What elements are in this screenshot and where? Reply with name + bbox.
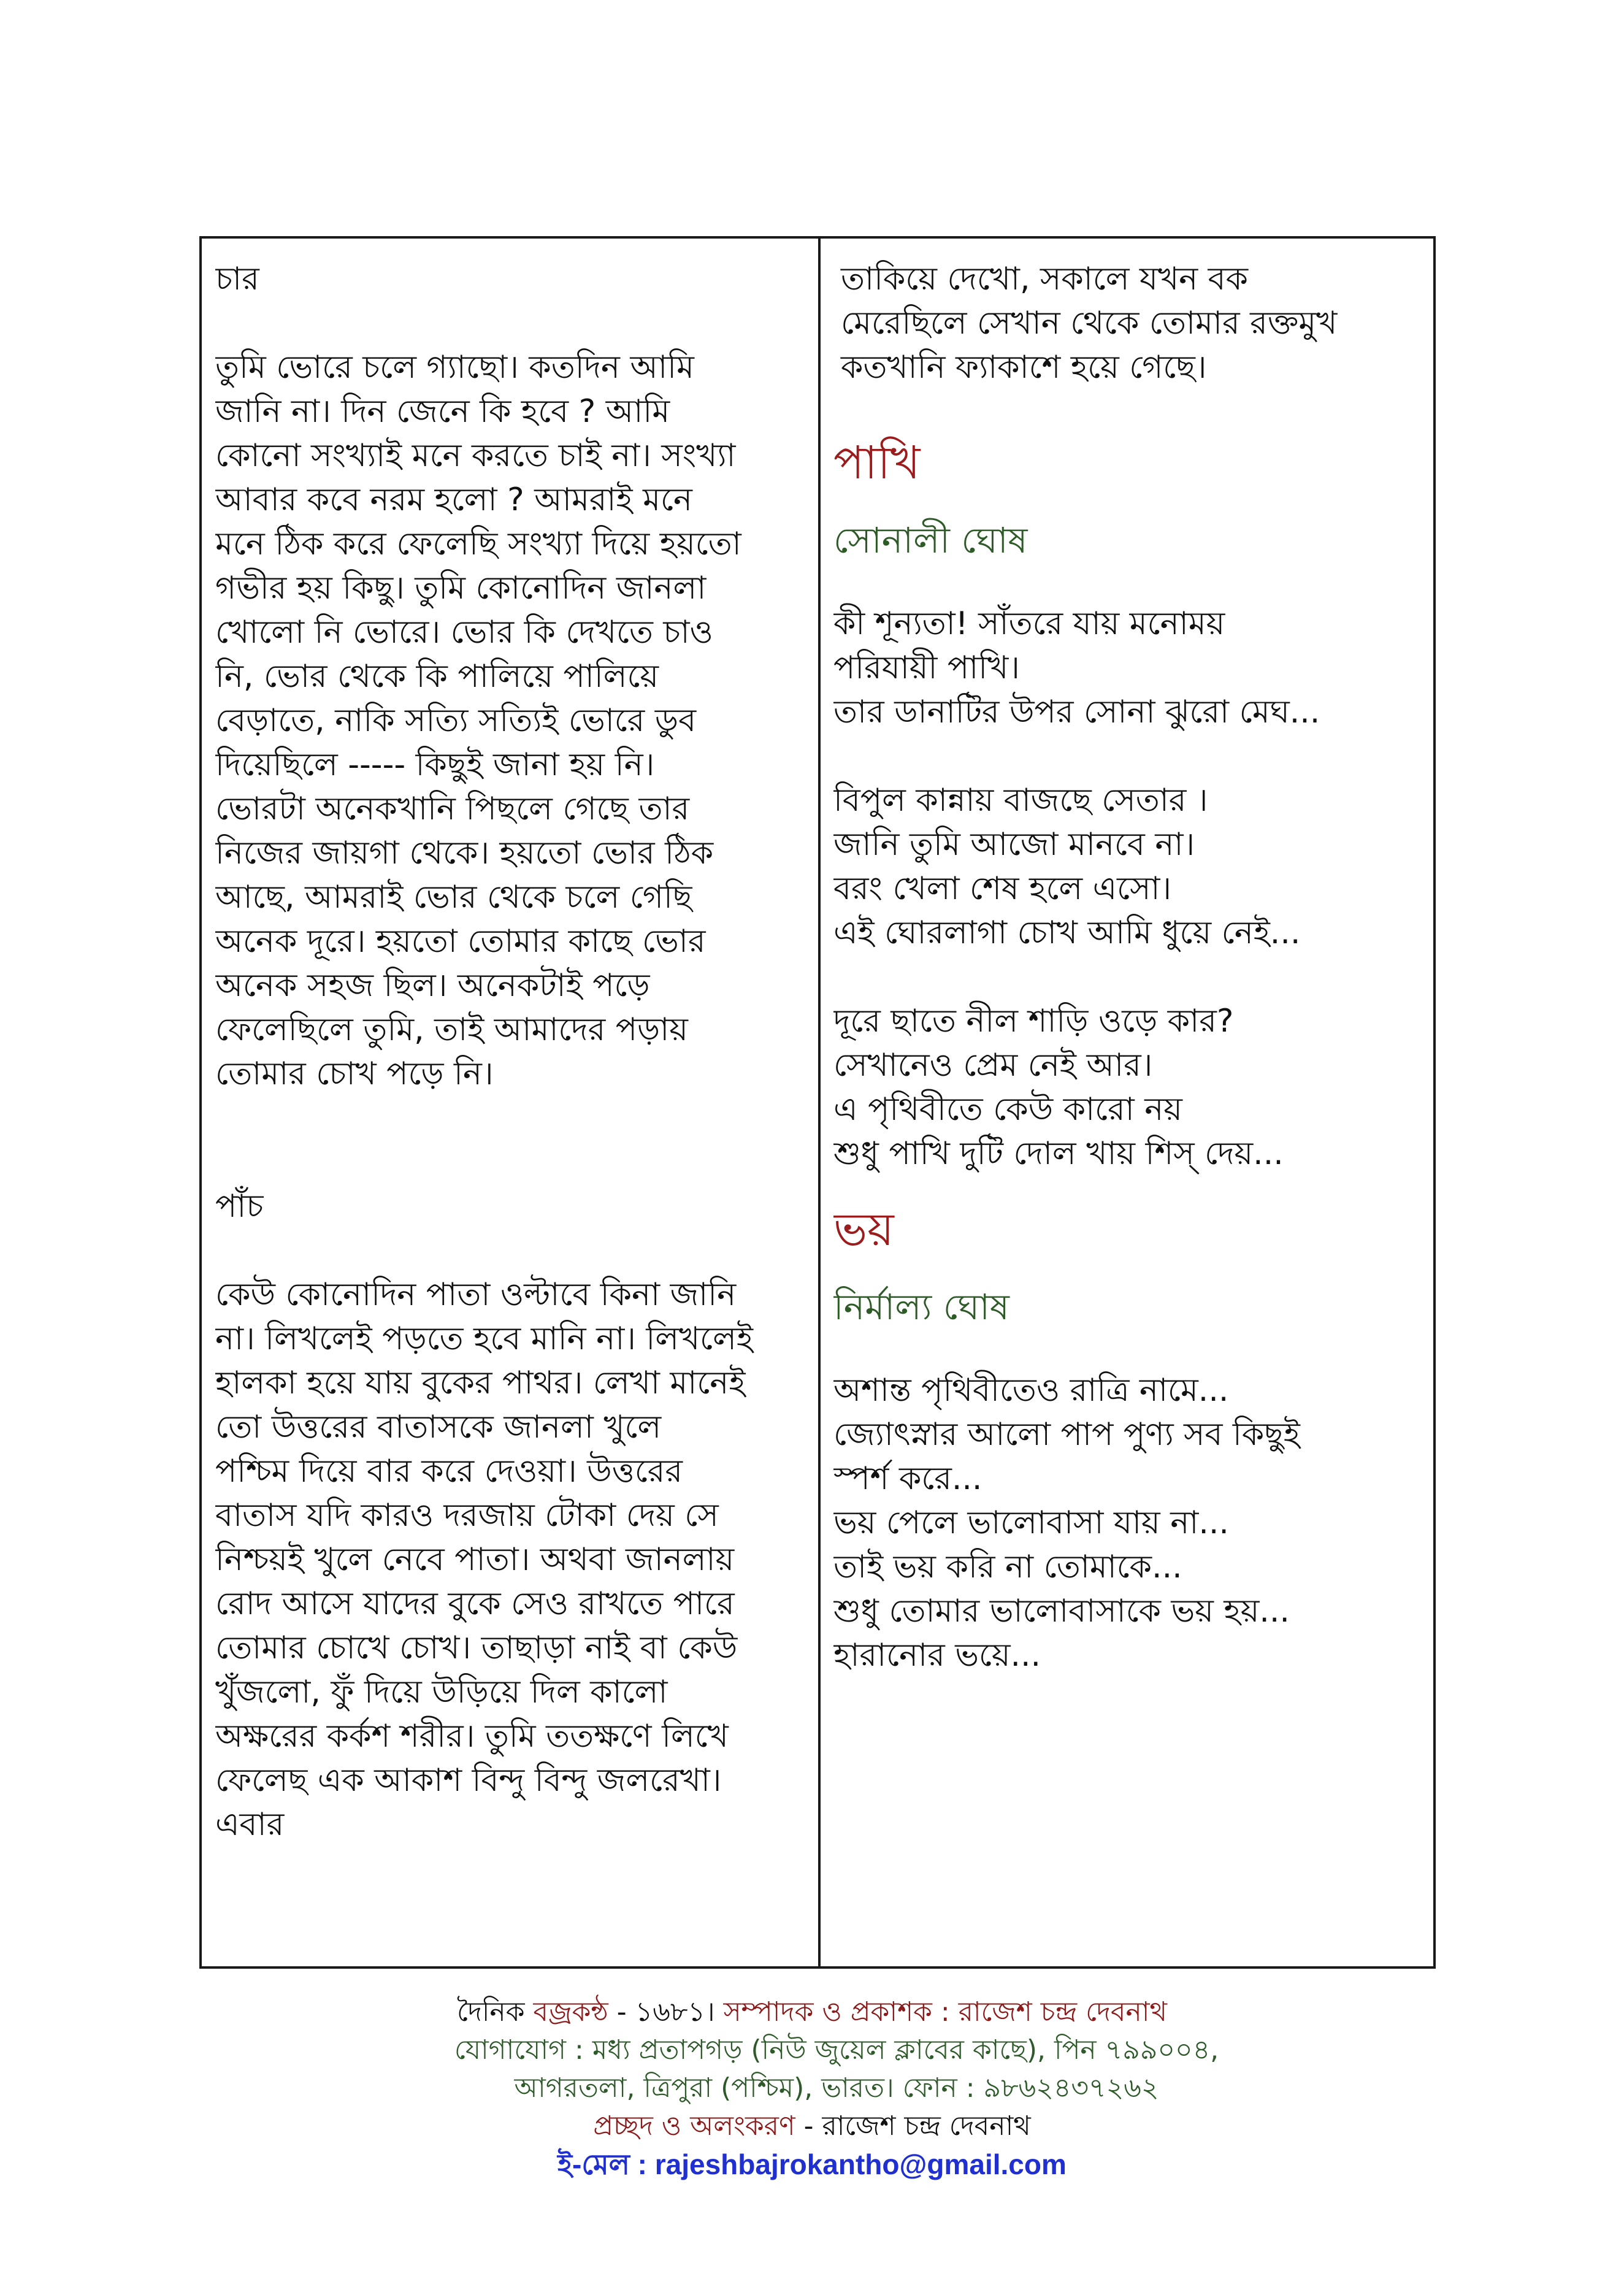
- poem-title-bhoy: ভয়: [833, 1203, 894, 1256]
- cover-name: - রাজেশ চন্দ্র দেবনাথ: [795, 2110, 1031, 2142]
- poem-title-pakhi: পাখি: [833, 437, 921, 489]
- email-link[interactable]: rajeshbajrokantho@gmail.com: [654, 2148, 1067, 2180]
- content-frame: [199, 236, 1436, 1969]
- editor-label: সম্পাদক ও প্রকাশক :: [723, 1996, 959, 2028]
- section-four-label: চার: [215, 261, 259, 297]
- continuation-text: তাকিয়ে দেখো, সকালে যখন বক মেরেছিলে সেখান থেকে তোমার রক্তমুখ কতখানি ফ্যাকাশে হয়ে গেছে।: [841, 261, 1338, 386]
- column-divider: [818, 239, 821, 1966]
- poem-one-stanza-3: দূরে ছাতে নীল শাড়ি ওড়ে কার? সেখানেও প্রেম নেই আর। এ পৃথিবীতে কেউ কারো নয় শুধু পাখি দুটি দোল খায় শিস্ দেয়...: [833, 1003, 1284, 1172]
- section-five-label: পাঁচ: [215, 1188, 264, 1225]
- address-line: আগরতলা, ত্রিপুরা (পশ্চিম), ভারত। ফোন : ৯৮৬২৪৩৭২৬২: [514, 2072, 1159, 2104]
- poem-author-sonali-ghosh: সোনালী ঘোষ: [833, 519, 1028, 561]
- daily-prefix: দৈনিক: [456, 1996, 534, 2028]
- section-five-text: কেউ কোনোদিন পাতা ওল্টাবে কিনা জানি না। লিখলেই পড়তে হবে মানি না। লিখলেই হালকা হয়ে যায় বুকের পাথর। লেখা মানেই তো উত্তরের বাতাসকে জানলা খুলে পশ্চিম দিয়ে বার করে দেওয়া। উত্তরের বাতাস যদি কারও দরজায় টোকা দেয় সে নিশ্চয়ই খুলে নেবে পাতা। অথবা জানলায় রোদ আসে যাদের বুকে সেও রাখতে পারে তোমার চোখে চোখ। তাছাড়া নাই বা কেউ খুঁজলো, ফুঁ দিয়ে উড়িয়ে দিল কালো অক্ষরের কর্কশ শরীর। তুমি ততক্ষণে লিখে ফেলেছ এক আকাশ বিন্দু বিন্দু জলরেখা। এবার: [215, 1276, 753, 1843]
- footer-cover-line: [0, 2107, 1624, 2145]
- right-column: [833, 257, 1419, 1677]
- issue-number: - ১৬৮১।: [608, 1996, 724, 2028]
- poem-one-stanza-1: কী শূন্যতা! সাঁতরে যায় মনোময় পরিযায়ী পাখি। তার ডানাটির উপর সোনা ঝুরো মেঘ...: [833, 605, 1320, 730]
- editor-name: রাজেশ চন্দ্র দেবনাথ: [958, 1996, 1168, 2028]
- paper-name: বজ্রকন্ঠ: [533, 1996, 608, 2028]
- poem-two-stanza-1: অশান্ত পৃথিবীতেও রাত্রি নামে... জ্যোৎস্নার আলো পাপ পুণ্য সব কিছুই স্পর্শ করে... ভয় পেলে ভালোবাসা যায় না... তাই ভয় করি না তোমাকে... শুধু তোমার ভালোবাসাকে ভয় হয়... হারানোর ভয়ে...: [833, 1372, 1300, 1674]
- poem-one-stanza-2: বিপুল কান্নায় বাজছে সেতার । জানি তুমি আজো মানবে না। বরং খেলা শেষ হলে এসো। এই ঘোরলাগা চোখ আমি ধুয়ে নেই...: [833, 782, 1301, 951]
- poem-author-nirmalya-ghosh: নির্মাল্য ঘোষ: [833, 1286, 1009, 1328]
- contact-line: যোগাযোগ : মধ্য প্রতাপগড় (নিউ জুয়েল ক্লাবের কাছে), পিন ৭৯৯০০৪,: [454, 2034, 1219, 2066]
- email-line: [0, 2145, 1624, 2183]
- left-column: [215, 257, 804, 1847]
- cover-label: প্রচ্ছদ ও অলংকরণ: [593, 2110, 795, 2142]
- footer-line-1: [0, 1993, 1624, 2031]
- email-label: ই-মেল :: [557, 2148, 655, 2180]
- footer: [0, 1993, 1624, 2183]
- section-four-text: তুমি ভোরে চলে গ্যাছো। কতদিন আমি জানি না। দিন জেনে কি হবে ? আমি কোনো সংখ্যাই মনে করতে চাই না। সংখ্যা আবার কবে নরম হলো ? আমরাই মনে মনে ঠিক করে ফেলেছি সংখ্যা দিয়ে হয়তো গভীর হয় কিছু। তুমি কোনোদিন জানলা খোলো নি ভোরে। ভোর কি দেখতে চাও নি, ভোর থেকে কি পালিয়ে পালিয়ে বেড়াতে, নাকি সত্যি সত্যিই ভোরে ডুব দিয়েছিলে ----- কিছুই জানা হয় নি। ভোরটা অনেকখানি পিছলে গেছে তার নিজের জায়গা থেকে। হয়তো ভোর ঠিক আছে, আমরাই ভোর থেকে চলে গেছি অনেক দূরে। হয়তো তোমার কাছে ভোর অনেক সহজ ছিল। অনেকটাই পড়ে ফেলেছিলে তুমি, তাই আমাদের পড়ায় তোমার চোখ পড়ে নি।: [215, 349, 741, 1092]
